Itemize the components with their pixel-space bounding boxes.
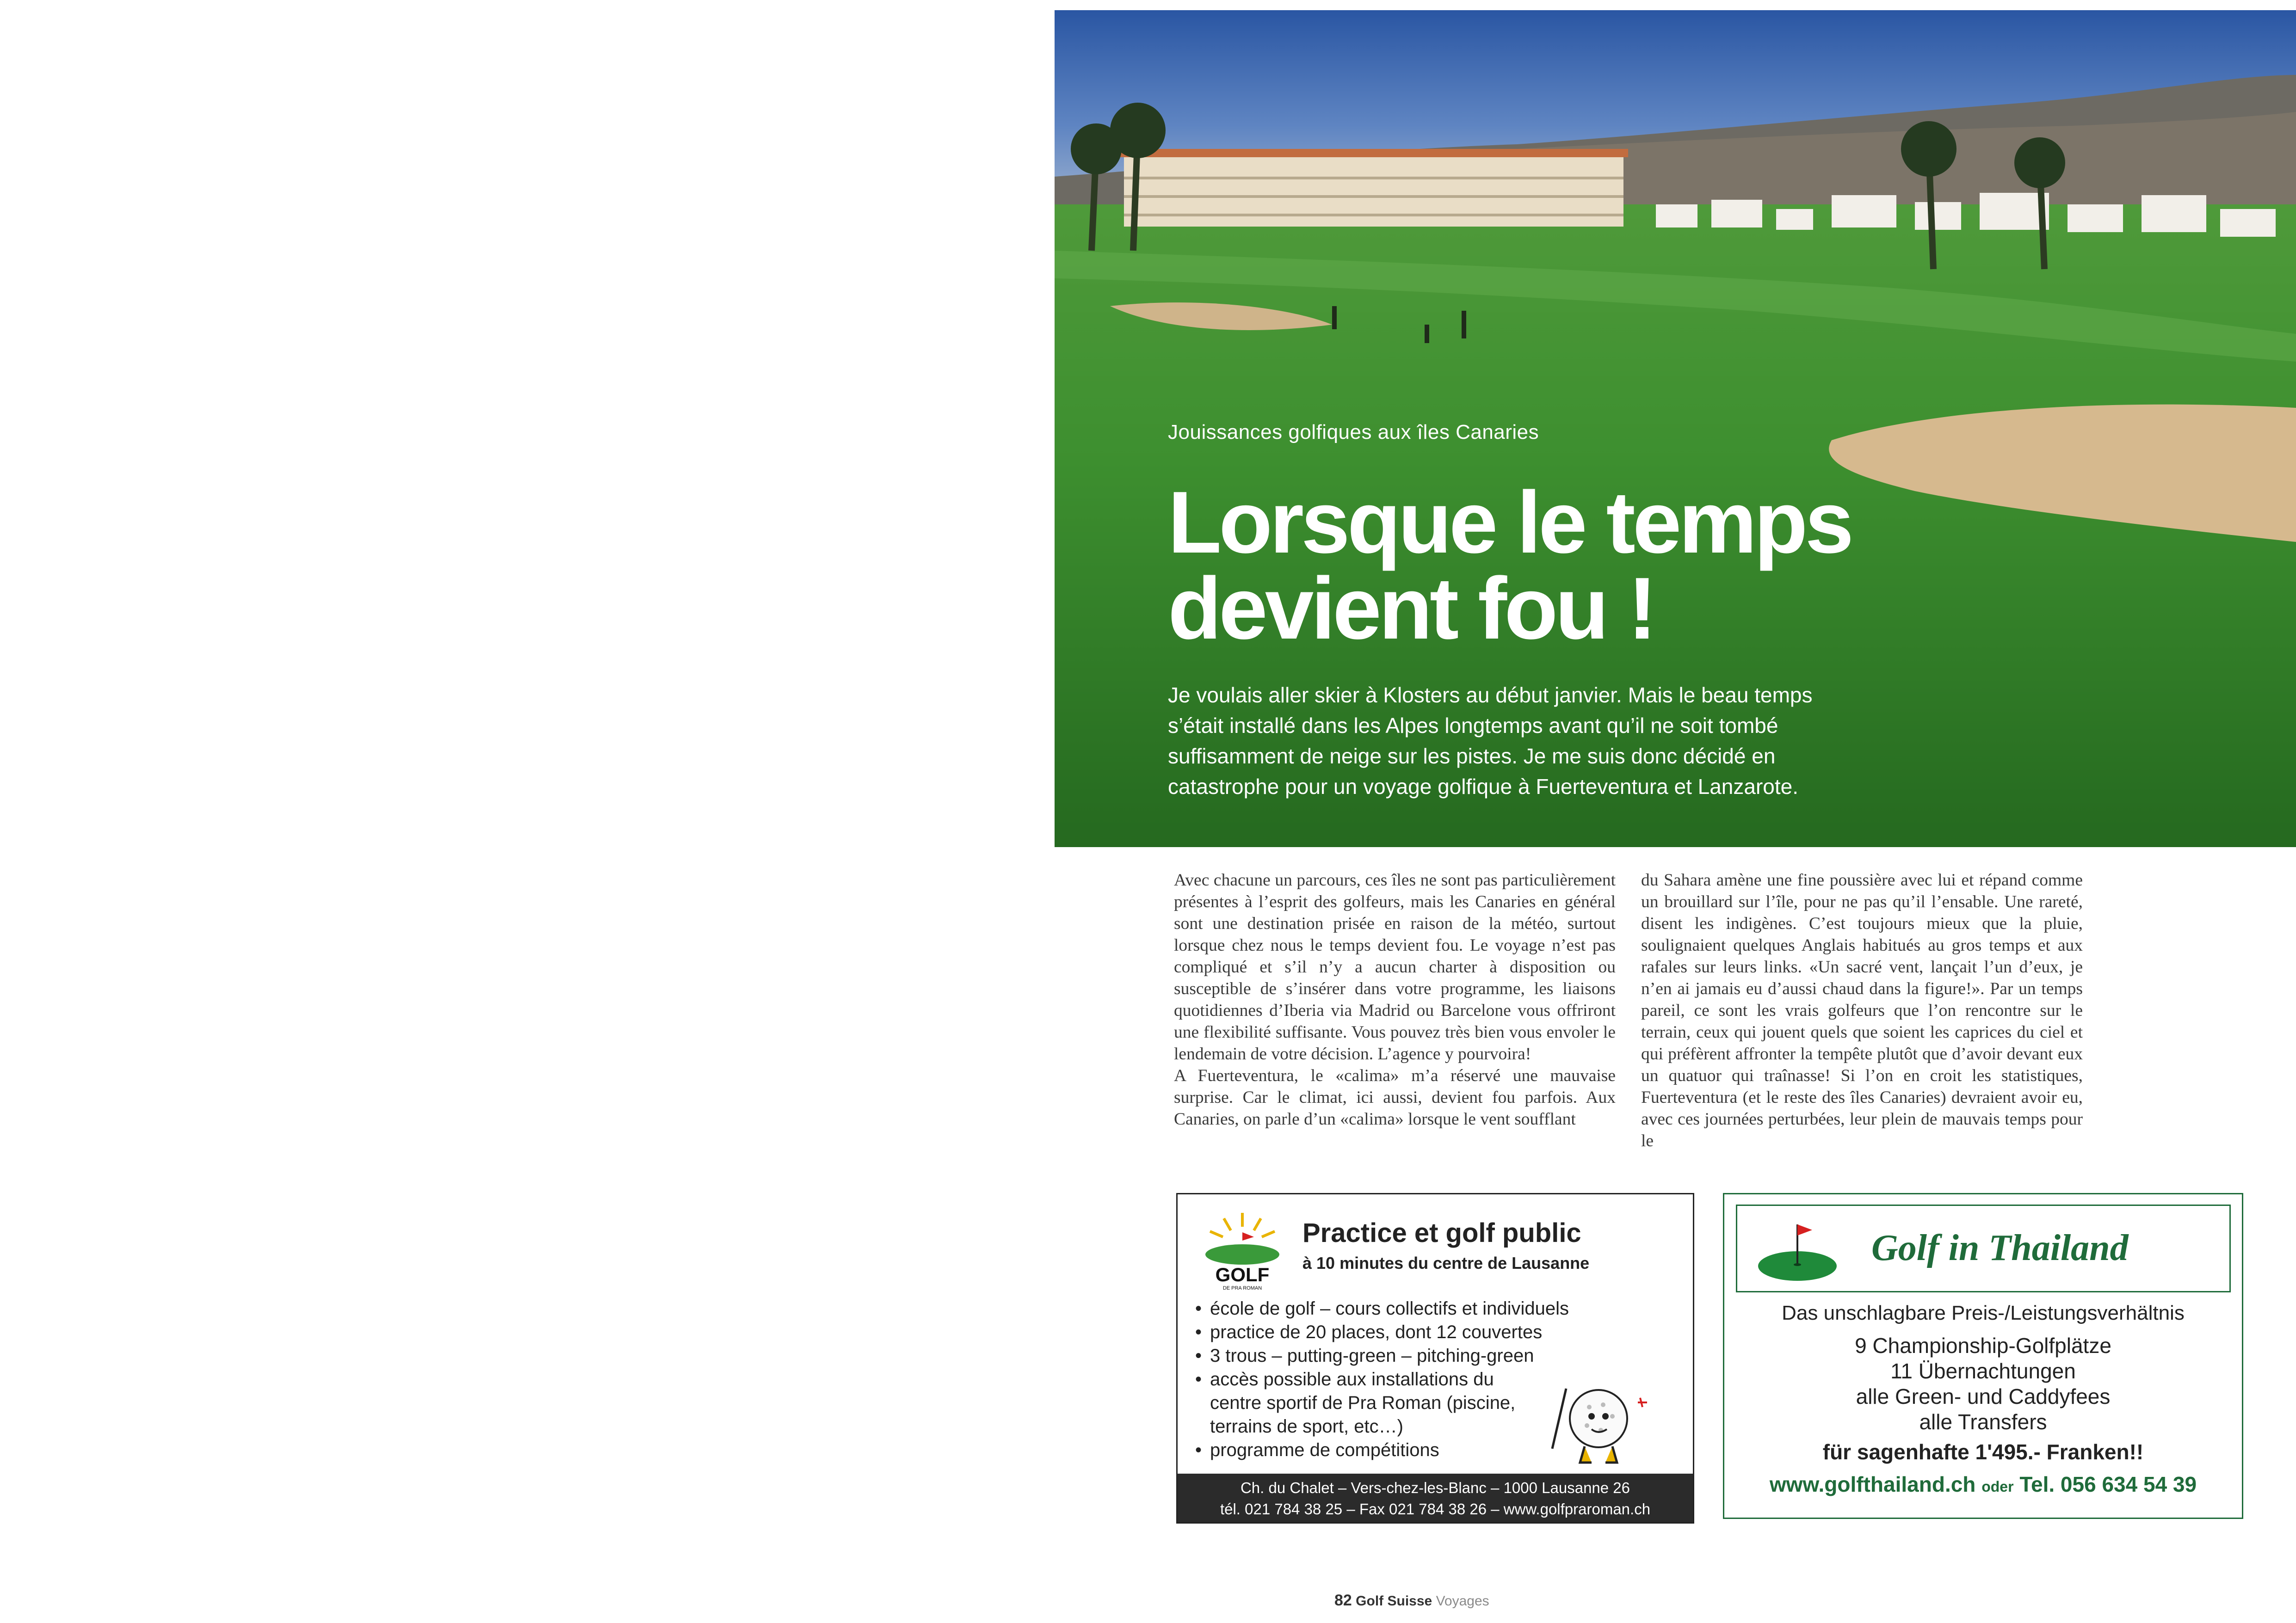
list-item: • practice de 20 places, dont 12 couvertes <box>1191 1321 1682 1344</box>
logo-subtext: DE PRA ROMAN <box>1222 1285 1262 1291</box>
ad-pra-roman[interactable] <box>1176 1193 1694 1524</box>
list-item: alle Green- und Caddyfees <box>1856 1384 2111 1408</box>
list-item: 11 Übernachtungen <box>1890 1359 2076 1383</box>
hero-photo <box>1055 10 2296 847</box>
putting-green-flag-icon <box>1756 1220 1839 1285</box>
article-column-2 <box>1641 869 2083 1152</box>
ad-contact-bar <box>1178 1474 1693 1522</box>
list-item: • école de golf – cours collectifs et individuels <box>1191 1297 1682 1321</box>
list-item: • accès possible aux installations du centre sportif de Pra Roman (piscine, terrains de sport, etc…) <box>1191 1368 1543 1439</box>
ad-phone[interactable]: Tel. 056 634 54 39 <box>2019 1472 2197 1496</box>
article-paragraph: du Sahara amène une fine poussière avec lui et répand comme un brouillard sur l’île, pour ne pas qu’il l’ensable. Une rareté, disent les indigènes. C’est toujours mieux que la pluie, soulignaient quelques Anglais habitués au gros temps et aux rafales sur leurs links. «Un sacré vent, lançait l’un d’eux, je n’en ai jamais eu d’aussi chaud dans la figure!». Par un temps pareil, ce sont les vrais golfeurs que l’on rencontre sur le terrain, ceux qui jouent quels que soient les caprices du ciel et qui préfèrent affronter la tempête plutôt que d’avoir devant eux un quatuor qui traînasse! Si l’on en croit les statistiques, Fuerteventura (et le reste des îles Canaries) devraient avoir eu, avec ces journées perturbées, leur plein de mauvais temps pour le <box>1641 871 2083 1150</box>
ad-phone-web[interactable]: tél. 021 784 38 25 – Fax 021 784 38 26 – www.golfpraroman.ch <box>1220 1500 1651 1518</box>
ad-or-text: oder <box>1981 1478 2014 1495</box>
ad-price: für sagenhafte 1'495.- Franken!! <box>1822 1440 2144 1464</box>
headline <box>1168 473 1954 658</box>
list-item: 9 Championship-Golfplätze <box>1855 1334 2111 1358</box>
article-paragraph: Avec chacune un parcours, ces îles ne sont pas particulièrement présentes à l’esprit des golfeurs, mais les Canaries en général sont une destination prisée en raison de la météo, surtout lorsque chez nous le temps devient fou. Le voyage n’est pas compliqué et s’il n’y a aucun charter à disposition ou susceptible de s’insérer dans votre programme, les liaisons quotidiennes d’Iberia via Madrid ou Barcelone vous offriront une flexibilité suffisante. Vous pouvez très bien vous envoler le lendemain de votre décision. L’agence y pourvoira! <box>1174 871 1616 1064</box>
ad-title: Practice et golf public <box>1302 1218 1581 1248</box>
ad-brand-box <box>1736 1205 2231 1292</box>
ad-feature-list <box>1724 1333 2242 1435</box>
ad-contact <box>1724 1472 2242 1497</box>
article-column-1 <box>1174 869 1616 1130</box>
ad-tagline: Das unschlagbare Preis-/Leistungsverhältnis <box>1782 1302 2185 1324</box>
ad-golf-thailand[interactable] <box>1723 1193 2243 1519</box>
ad-brand-name: Golf in Thailand <box>1871 1228 2129 1268</box>
page-folio <box>1334 1592 1489 1610</box>
ad-address: Ch. du Chalet – Vers-chez-les-Blanc – 1000 Lausanne 26 <box>1240 1479 1630 1496</box>
list-item: • 3 trous – putting-green – pitching-green <box>1191 1344 1682 1368</box>
section-name: Voyages <box>1436 1593 1489 1609</box>
ad-subtitle: à 10 minutes du centre de Lausanne <box>1302 1254 1590 1273</box>
golf-ball-mascot-icon <box>1548 1379 1659 1467</box>
headline-line-2: devient fou ! <box>1168 559 1654 658</box>
lead-paragraph: Je voulais aller skier à Klosters au début janvier. Mais le beau temps s’était installé dans les Alpes longtemps avant qu’il ne soit tombé suffisamment de neige sur les pistes. Je me suis donc décidé en catastrophe pour un voyage golfique à Fuerteventura et Lanzarote. <box>1168 683 1813 799</box>
magazine-name: Golf Suisse <box>1356 1593 1432 1609</box>
page-number: 82 <box>1334 1592 1352 1609</box>
logo-text: GOLF <box>1215 1264 1270 1285</box>
ad-website-link[interactable]: www.golfthailand.ch <box>1769 1472 1976 1496</box>
golf-pra-roman-logo-icon <box>1196 1208 1289 1291</box>
list-item: • programme de compétitions <box>1191 1439 1682 1462</box>
article-paragraph: A Fuerteventura, le «calima» m’a réservé une mauvaise surprise. Car le climat, ici aussi, devient fou parfois. Aux Canaries, on parle d’un «calima» lorsque le vent soufflant <box>1174 1066 1616 1129</box>
list-item: alle Transfers <box>1919 1410 2047 1434</box>
headline-line-1: Lorsque le temps <box>1168 473 1852 572</box>
hero-kicker: Jouissances golfiques aux îles Canaries <box>1168 421 1539 443</box>
